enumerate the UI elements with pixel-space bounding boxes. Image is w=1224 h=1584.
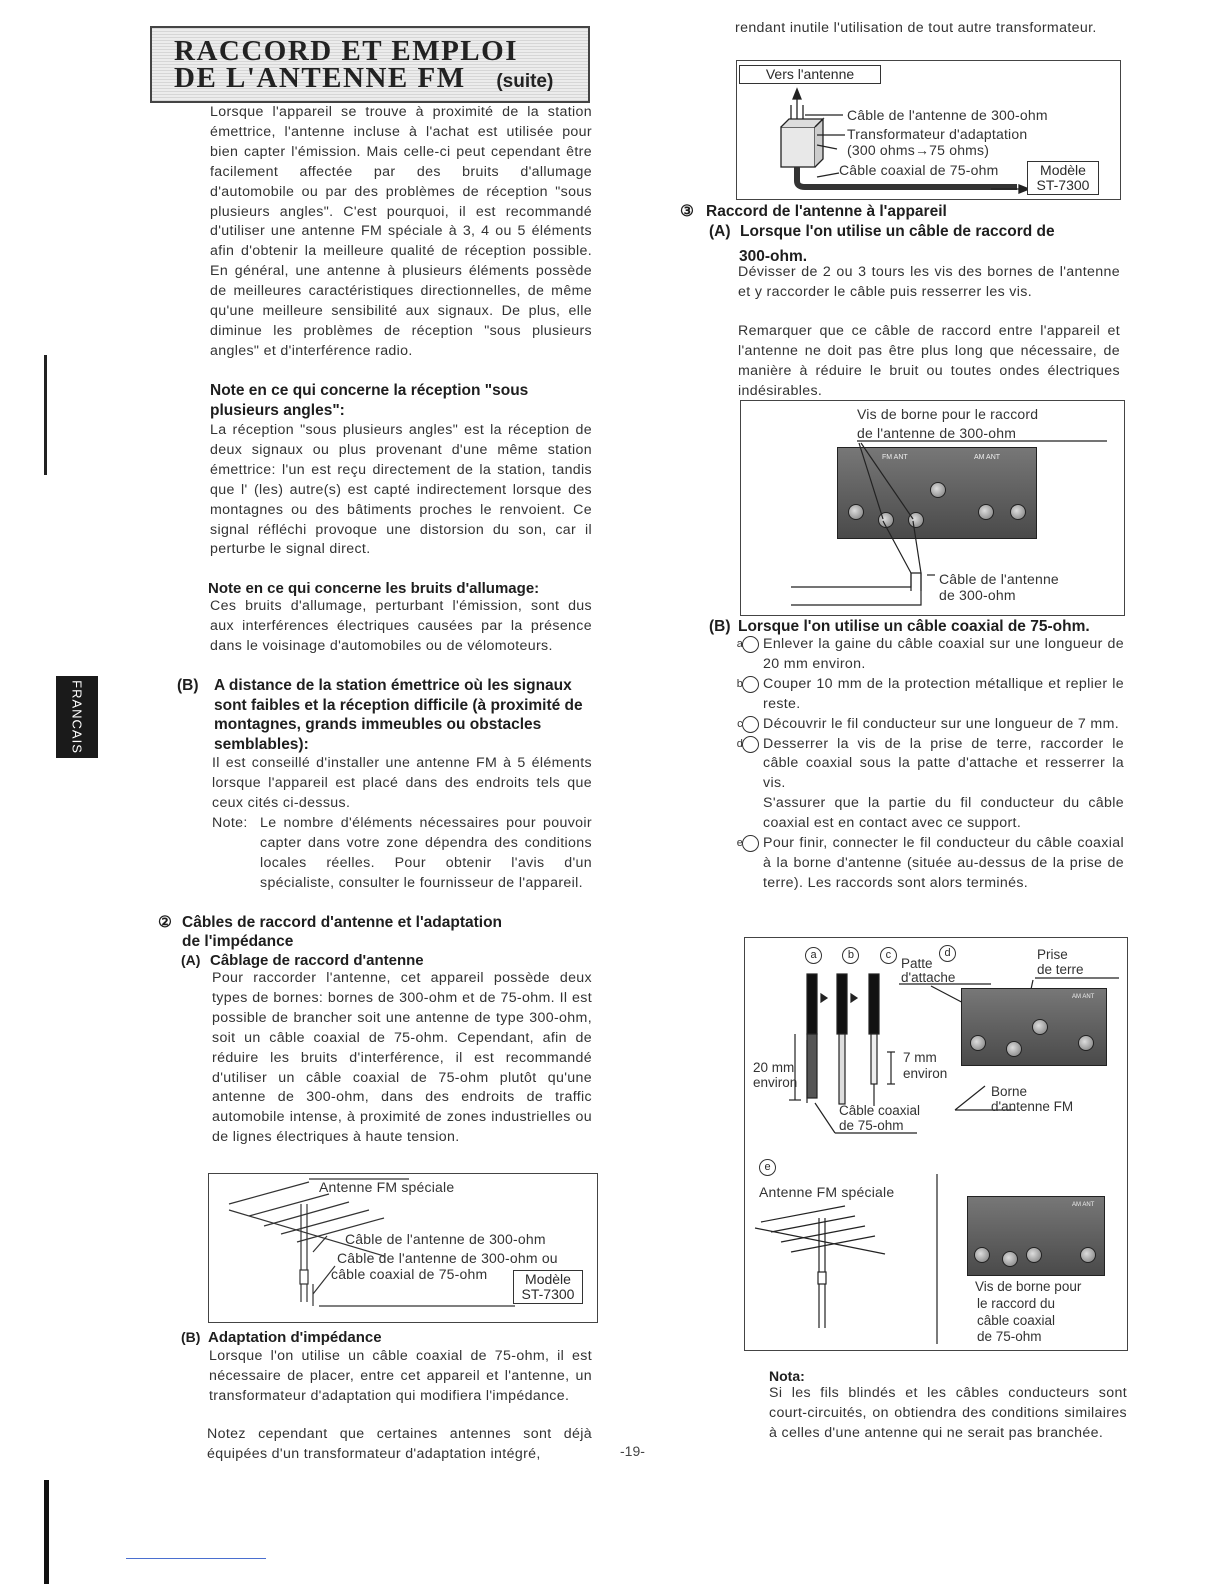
title-line-2: [174, 63, 553, 97]
fig4-antenna-label: Antenne FM spéciale: [759, 1184, 895, 1200]
fig4-marker-e: e: [759, 1159, 776, 1176]
fig1-cable-or-2: câble coaxial de 75-ohm: [331, 1266, 488, 1282]
step-e-marker: e: [742, 835, 759, 852]
step-b: [736, 675, 1124, 715]
page-number: -19-: [620, 1443, 645, 1459]
fig3-vis-label-1: Vis de borne pour le raccord: [857, 406, 1039, 422]
margin-mark: [44, 355, 47, 475]
step-d-marker: d: [742, 736, 759, 753]
fig4-7mm-1: 7 mm: [903, 1050, 937, 1065]
section-b-note-label: Note:: [212, 815, 248, 831]
fig4-vis-2: le raccord du: [977, 1296, 1056, 1311]
title-line-1: RACCORD ET EMPLOI: [174, 35, 518, 67]
intro-paragraph: Lorsque l'appareil se trouve à proximité de la station émettrice, l'antenne incluse à l'achat est utilisée pour bien capter l'émission. Mais celle-ci peut cependant être facilement affectée par des bruits d'allumage d'automobile ou par des problèmes de réception "sous plusieurs angles". C'est pourquoi, il est recommandé d'utiliser une antenne FM spéciale à 3, 4 ou 5 éléments afin d'obtenir la meilleure qualité de réception possible. En général, une antenne à plusieurs éléments possède de meilleures caractéristiques directionnelles, de même qu'une meilleure sensibilité aux signaux. De plus, elle diminue les problèmes de réception "sous plusieurs angles" et d'interférence radio.: [210, 104, 592, 359]
section3a-body-2: Remarquer que ce câble de raccord entre l'appareil et l'antenne ne doit pas être plus long que nécessaire, de manière à réduire le bruit ou toutes ondes électriques indésirables.: [738, 323, 1120, 399]
note2-body: Ces bruits d'allumage, perturbant l'émission, sont dus aux interférences électriques causées par la présence dans le voisinage d'automobiles ou de vélomoteurs.: [210, 598, 592, 654]
fig4-screw-b3: [1026, 1247, 1042, 1263]
section-b-label: (B): [177, 677, 199, 694]
fig4-prise-2: de terre: [1037, 962, 1084, 977]
section-b-body: Il est conseillé d'installer une antenne FM à 5 éléments lorsque l'appareil est placé dans des endroits tels que ceux cités ci-dessus.: [212, 755, 592, 811]
steps-list: [736, 635, 1124, 894]
section3b-label: (B): [709, 618, 731, 635]
language-tab-label: FRANCAIS: [69, 680, 85, 754]
title-line-2-text: DE L'ANTENNE FM: [174, 62, 466, 94]
fig3-vis-label-2: de l'antenne de 300-ohm: [857, 425, 1017, 441]
fig4-patte-1: Patte: [901, 956, 933, 971]
fig4-terminal-panel-top: [961, 988, 1107, 1066]
continuation-text: rendant inutile l'utilisation de tout autre transformateur.: [735, 20, 1097, 36]
fig1-antenna-label: Antenne FM spéciale: [319, 1179, 455, 1195]
step-e-text: Pour finir, connecter le fil conducteur du câble coaxial à la borne d'antenne (située au-dessus de la prise de terre). Les raccords sont alors terminés.: [763, 835, 1124, 891]
note2-heading: Note en ce qui concerne les bruits d'allumage:: [208, 580, 540, 597]
section2a-body: Pour raccorder l'antenne, cet appareil possède deux types de bornes: bornes de 300-ohm et de 75-ohm. Il est possible de brancher soit une antenne de type 300-ohm, soit un câble coaxial de 75-ohm. Cependant, afin de réduire les bruits d'interférence, il est recommandé d'utiliser un câble coaxial de 75-ohm plutôt qu'une antenne de 300-ohm, dans des endroits de traffic automobile intense, à proximité de zones industrielles ou de lignes électriques à haute tension.: [212, 970, 592, 1146]
note1-heading: Note en ce qui concerne la réception "sous plusieurs angles":: [210, 382, 529, 419]
step-a: [736, 635, 1124, 675]
margin-rule: [126, 1558, 266, 1559]
fig4-borne-1: Borne: [991, 1084, 1028, 1099]
fig1-model-box: [513, 1270, 583, 1304]
fig1-cable-or-1: Câble de l'antenne de 300-ohm ou: [337, 1250, 558, 1266]
section3a-label: (A): [709, 223, 731, 240]
fig2-ohms-label: (300 ohms→75 ohms): [847, 142, 990, 158]
fig2-model-box: [1027, 161, 1099, 195]
fig4-marker-b: b: [842, 947, 859, 964]
fig2-coax-label: Câble coaxial de 75-ohm: [839, 162, 999, 178]
step-e: [736, 834, 1124, 894]
fig4-20mm-2: environ: [753, 1075, 798, 1090]
section2b-label: (B): [181, 1329, 201, 1345]
section2a-heading: Câblage de raccord d'antenne: [210, 952, 424, 969]
fig4-20mm-1: 20 mm: [753, 1060, 795, 1075]
section3a-heading-2: 300-ohm.: [739, 248, 808, 265]
fig4-7mm-2: environ: [903, 1066, 948, 1081]
fig4-marker-a: a: [805, 947, 822, 964]
section3a-body-1: Dévisser de 2 ou 3 tours les vis des bornes de l'antenne et y raccorder le câble puis resserrer les vis.: [738, 264, 1120, 300]
section2a-label: (A): [181, 952, 201, 968]
fig4-screw-b2: [1002, 1251, 1018, 1267]
fig2-model-number: ST-7300: [1036, 177, 1090, 193]
fig2-transfo-label: Transformateur d'adaptation: [847, 126, 1028, 142]
fig4-screw-ground: [1032, 1019, 1048, 1035]
section3a-heading-1: Lorsque l'on utilise un câble de raccord de: [740, 223, 1055, 240]
fig4-coax-1: Câble coaxial: [839, 1103, 921, 1118]
section-b-note: Le nombre d'éléments nécessaires pour pouvoir capter dans votre zone dépendra des conditions locales réelles. Pour obtenir l'avis d'un spécialiste, consulter le fournisseur de l'appareil.: [260, 815, 592, 891]
step-c-marker: c: [742, 716, 759, 733]
fig4-vis-3: câble coaxial: [977, 1313, 1056, 1328]
fig1-cable300-label: Câble de l'antenne de 300-ohm: [345, 1231, 546, 1247]
fig4-terminal-panel-bottom: [967, 1196, 1105, 1276]
fig3-cable-drawing: [741, 401, 1124, 615]
page-title: [150, 26, 590, 103]
step-d-text: Desserrer la vis de la prise de terre, raccorder le câble coaxial sous la patte d'attache et resserrer la vis.: [763, 735, 1124, 792]
language-tab: [56, 676, 98, 758]
fig4-marker-e-wrap: [759, 1158, 780, 1176]
section2-number: ②: [158, 914, 172, 931]
nota-heading: Nota:: [769, 1368, 805, 1384]
fig2-model-label: Modèle: [1040, 162, 1086, 178]
fig4-marker-c: c: [880, 947, 897, 964]
step-c: [737, 715, 1124, 735]
nota-body: Si les fils blindés et les câbles conducteurs sont court-circuités, on obtiendra des conditions similaires à celles d'une antenne qui ne serait pas branchée.: [769, 1385, 1127, 1441]
fig4-borne-2: d'antenne FM: [991, 1099, 1074, 1114]
section-b-heading: A distance de la station émettrice où les signaux sont faibles et la réception difficile (à proximité de montagnes, grands immeubles ou obstacles semblables):: [214, 677, 583, 753]
section2-heading-1: Câbles de raccord d'antenne et l'adaptation: [182, 914, 503, 931]
fig4-screw: [970, 1035, 986, 1051]
step-b-marker: b: [742, 676, 759, 693]
figure-transformer: [736, 60, 1121, 200]
fig3-am-ant-label: AM ANT: [974, 454, 1001, 461]
note1-body: La réception "sous plusieurs angles" est la réception de deux signaux ou plus provenant d'une même station émettrice: l'un est reçu directement de la station, tandis que l' (les) autre(s) est capté indirectement lorsque des montagnes ou des bâtiments proches le renvoient. Ce signal réfléchi provoque une distorsion du son, car il perturbe le signal direct.: [210, 422, 592, 558]
step-a-text: Enlever la gaine du câble coaxial sur une longueur de 20 mm environ.: [763, 636, 1124, 672]
figure-coaxial-connection: [744, 937, 1128, 1351]
section3b-heading: Lorsque l'on utilise un câble coaxial de 75-ohm.: [738, 618, 1090, 635]
fig3-cable-label-1: Câble de l'antenne: [939, 571, 1059, 587]
fig3-fm-ant-label: FM ANT: [882, 454, 908, 461]
fig4-vis-4: de 75-ohm: [977, 1329, 1042, 1344]
fig4-vis-1: Vis de borne pour: [975, 1279, 1082, 1294]
margin-mark: [44, 1480, 49, 1584]
figure-300ohm-terminal: [740, 400, 1125, 616]
step-d-note: S'assurer que la partie du fil conducteur du câble coaxial est en contact avec ce support.: [763, 795, 1124, 832]
section2b-heading: Adaptation d'impédance: [208, 1329, 382, 1346]
step-b-text: Couper 10 mm de la protection métallique et replier le reste.: [763, 675, 1124, 712]
fig2-vers-label: Vers l'antenne: [765, 66, 855, 82]
figure-antenna-wiring: [208, 1173, 598, 1323]
fig4-screw-b1: [974, 1247, 990, 1263]
fig4-am-ant-label-top: AM ANT: [1072, 994, 1095, 1000]
fig1-model-label: Modèle: [525, 1271, 571, 1287]
fig4-patte-2: d'attache: [901, 970, 956, 985]
fig4-marker-d: d: [939, 945, 956, 962]
fig4-screw-fm: [1006, 1041, 1022, 1057]
fig4-screw-am: [1078, 1035, 1094, 1051]
fig4-screw-b4: [1080, 1247, 1096, 1263]
step-a-marker: a: [742, 636, 759, 653]
section3-heading: Raccord de l'antenne à l'appareil: [706, 203, 947, 220]
fig3-cable-label-2: de 300-ohm: [939, 587, 1016, 603]
fig4-am-ant-label-bottom: AM ANT: [1072, 1202, 1095, 1208]
section2-heading-2: de l'impédance: [182, 933, 294, 950]
fig2-cable300-label: Câble de l'antenne de 300-ohm: [847, 107, 1048, 123]
section3-number: ③: [680, 203, 694, 220]
step-c-text: Découvrir le fil conducteur sur une longueur de 7 mm.: [763, 715, 1120, 732]
section2b-body-1: Lorsque l'on utilise un câble coaxial de 75-ohm, il est nécessaire de placer, entre cet appareil et l'antenne, un transformateur d'adaptation qui modifiera l'impédance.: [209, 1348, 592, 1404]
fig4-prise-1: Prise: [1037, 947, 1068, 962]
step-d: [736, 735, 1124, 795]
fig1-model-number: ST-7300: [521, 1286, 575, 1302]
title-suite: (suite): [496, 71, 554, 92]
section2b-body-2: Notez cependant que certaines antennes sont déjà équipées d'un transformateur d'adaptation intégré,: [207, 1426, 592, 1462]
fig4-coax-2: de 75-ohm: [839, 1118, 904, 1133]
